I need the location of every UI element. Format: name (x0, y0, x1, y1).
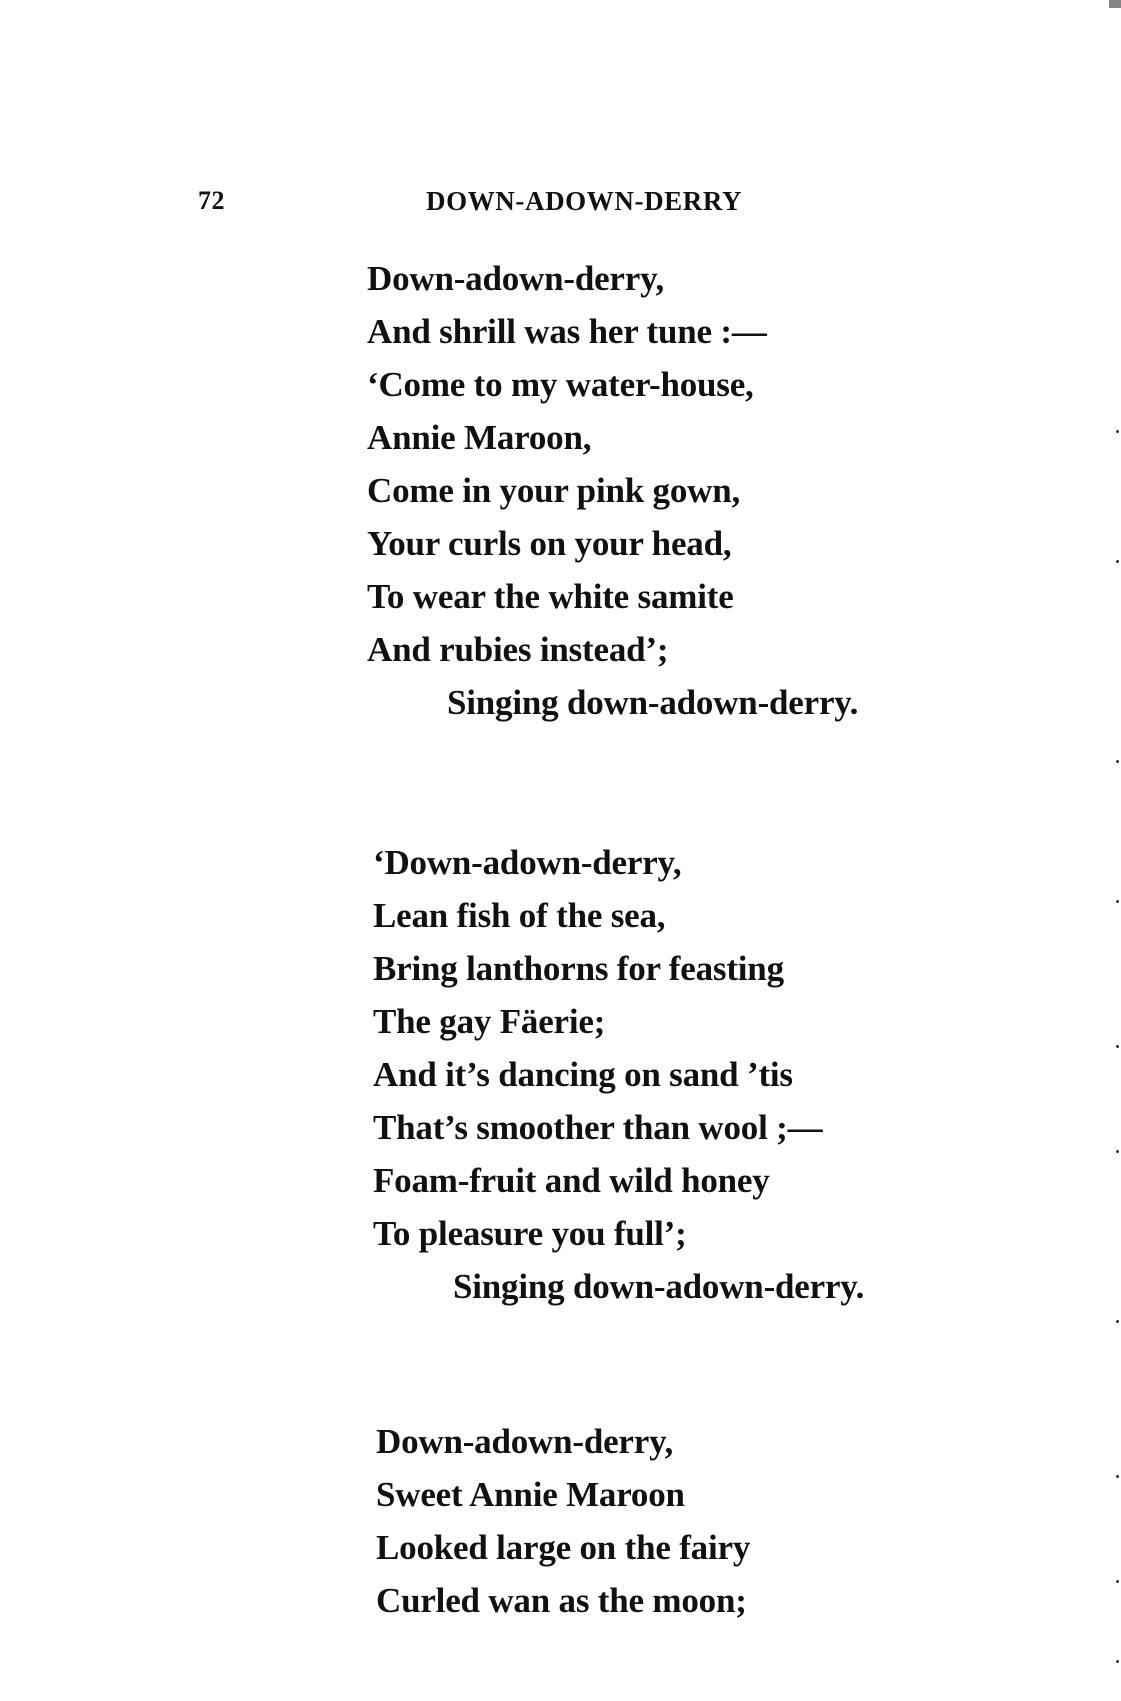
scan-dot (1116, 1320, 1119, 1323)
poem-line: ‘Down-adown-derry, (373, 843, 682, 882)
scan-dot (1116, 560, 1119, 563)
poem-line: And shrill was her tune :— (367, 312, 767, 351)
scan-dot (1116, 760, 1119, 763)
poem-line: Looked large on the fairy (376, 1528, 751, 1567)
refrain-line: Singing down-adown-derry. (453, 1267, 865, 1306)
poem-line: Curled wan as the moon; (376, 1581, 747, 1620)
poem-line: Down-adown-derry, (376, 1422, 674, 1461)
scan-dot (1116, 1045, 1119, 1048)
page-header (198, 186, 848, 226)
page-number: 72 (198, 186, 225, 215)
scan-dot (1116, 1150, 1119, 1153)
scan-smudge (1109, 0, 1121, 8)
running-title: DOWN-ADOWN-DERRY (426, 186, 743, 216)
poem-line: The gay Fäerie; (373, 1002, 606, 1041)
poem-line: Down-adown-derry, (367, 259, 665, 298)
stanza-3 (376, 1415, 1016, 1627)
poem-line: To wear the white samite (367, 577, 734, 616)
scan-dot (1116, 430, 1119, 433)
poem-line: And it’s dancing on sand ’tis (373, 1055, 793, 1094)
scan-edge-marks (1103, 0, 1121, 1701)
poem-line: Bring lanthorns for feasting (373, 949, 784, 988)
poem-line: That’s smoother than wool ;— (373, 1108, 823, 1147)
scan-dot (1116, 1580, 1119, 1583)
poem-line: And rubies instead’; (367, 630, 669, 669)
stanza-1 (367, 252, 1007, 729)
poem-line: Sweet Annie Maroon (376, 1475, 685, 1514)
poem-line: Foam-fruit and wild honey (373, 1161, 770, 1200)
refrain-line: Singing down-adown-derry. (447, 683, 859, 722)
poem-line: ‘Come to my water-house, (367, 365, 754, 404)
poem-line: Your curls on your head, (367, 524, 732, 563)
poem-line: To pleasure you full’; (373, 1214, 687, 1253)
poem-line: Come in your pink gown, (367, 471, 741, 510)
poem-line: Lean fish of the sea, (373, 896, 666, 935)
scan-dot (1116, 900, 1119, 903)
scan-dot (1116, 1475, 1119, 1478)
poem-line: Annie Maroon, (367, 418, 592, 457)
scan-dot (1116, 1660, 1119, 1663)
stanza-2 (373, 836, 1013, 1313)
